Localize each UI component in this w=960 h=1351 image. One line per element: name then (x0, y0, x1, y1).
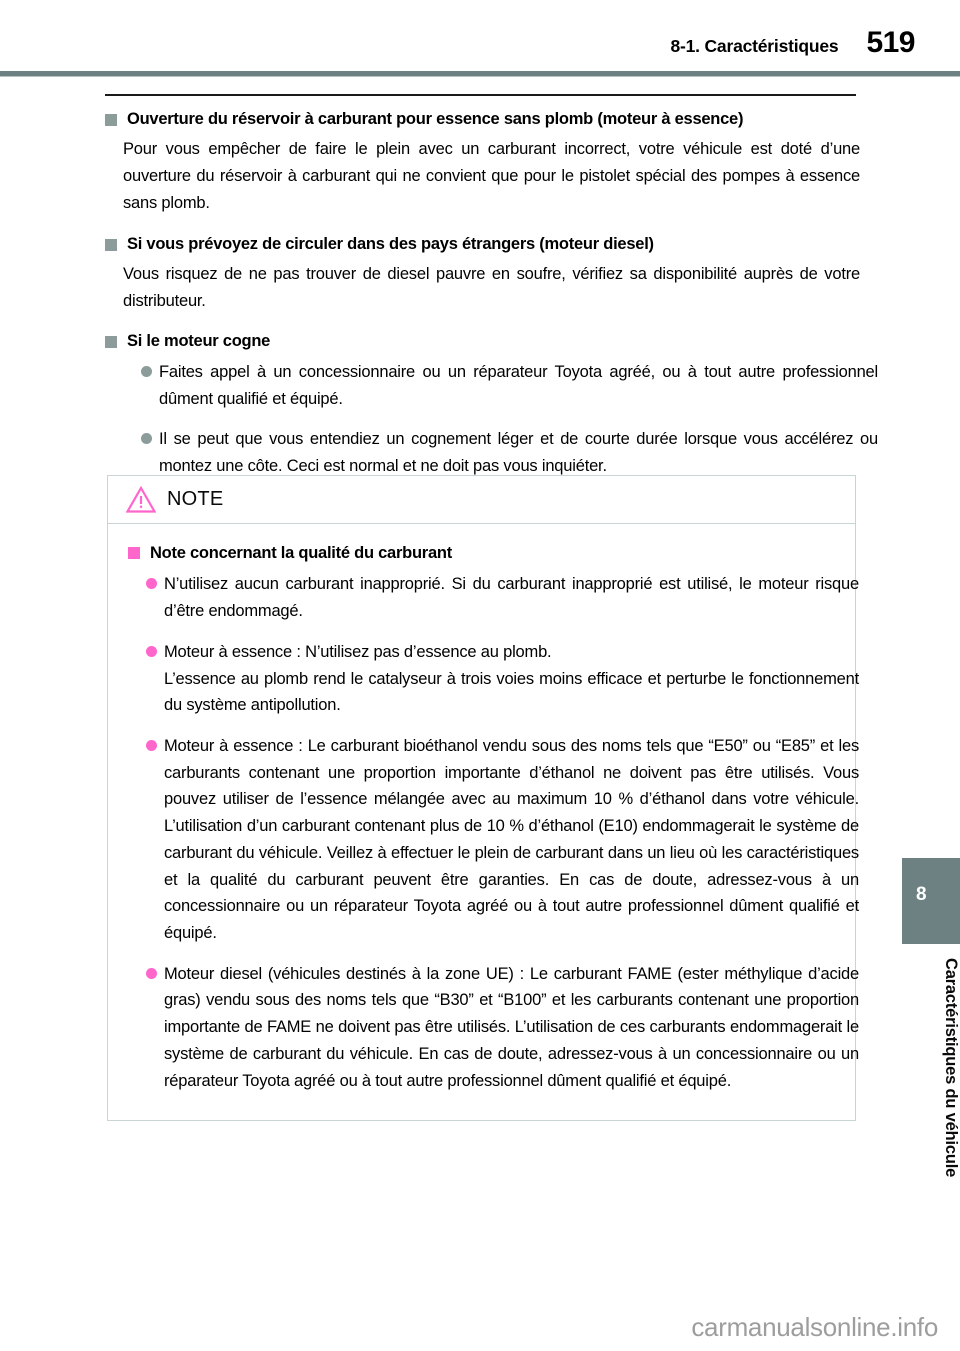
warning-triangle-icon (126, 486, 156, 513)
note-title: NOTE (167, 488, 224, 510)
square-bullet-icon (128, 547, 140, 559)
note-list-item (146, 571, 859, 624)
section-heading-engine-knock (105, 330, 860, 353)
section-heading-fuel-opening (105, 108, 860, 131)
heading-text: Note concernant la qualité du carburant (150, 544, 452, 562)
round-bullet-icon (146, 968, 157, 979)
heading-text: Ouverture du réservoir à carburant pour essence sans plomb (moteur à essence) (127, 110, 744, 128)
round-bullet-icon (146, 578, 157, 589)
page-header (0, 28, 960, 68)
chapter-tab (902, 858, 960, 944)
round-bullet-icon (141, 433, 152, 444)
round-bullet-icon (146, 740, 157, 751)
list-item-text: Faites appel à un concessionnaire ou un réparateur Toyota agréé, ou à tout autre professionnel dûment qualifié et équipé. (159, 362, 878, 408)
square-bullet-icon (105, 114, 117, 126)
section-heading-foreign-countries (105, 233, 860, 256)
note-list-item (146, 733, 859, 947)
note-list-item-text: N’utilisez aucun carburant inapproprié. Si du carburant inapproprié est utilisé, le moteur risque d’être endommagé. (164, 575, 859, 621)
chapter-number: 8 (916, 884, 927, 905)
note-list-item-text: Moteur à essence : Le carburant bioéthanol vendu sous des noms tels que “E50” ou “E85” et les carburants contenant une proportion importante d’éthanol ne doivent pas être utilisés. Vous pouvez utiliser de l’essence mélangée avec au maximum 10 % d’éthanol dans votre véhicule. L’utilisation d’un carburant contenant plus de 10 % d’éthanol (E10) endommagerait le système de carburant du véhicule. Veillez à effectuer le plein de carburant dans un lieu où les caractéristiques et la qualité du carburant peuvent être garanties. En cas de doute, adressez-vous à un concessionnaire ou un réparateur Toyota agréé ou à tout autre professionnel dûment qualifié et équipé. (164, 737, 859, 943)
note-box (107, 475, 859, 1121)
header-rule (0, 71, 960, 77)
note-list-item-text: Moteur à essence : N’utilisez pas d’essence au plomb. (164, 642, 552, 661)
header-section-title: 8-1. Caractéristiques (670, 36, 839, 56)
section-paragraph-foreign-countries: Vous risquez de ne pas trouver de diesel pauvre en soufre, vérifiez sa disponibilité auprès de votre distributeur. (123, 265, 860, 310)
note-list-item (146, 961, 859, 1095)
round-bullet-icon (146, 646, 157, 657)
heading-text: Si le moteur cogne (127, 332, 271, 351)
chapter-label: Caractéristiques du véhicule (942, 958, 960, 1178)
note-list-item (146, 639, 859, 719)
list-item (141, 359, 878, 412)
note-list-item-text: Moteur diesel (véhicules destinés à la zone UE) : Le carburant FAME (ester méthylique d’acide gras) vendu sous des noms tels que “B30” et “B100” et les carburants contenant une proportion importante de FAME ne doivent pas être utilisés. L’utilisation de ces carburants endommagerait le système de carburant du véhicule. En cas de doute, adressez-vous à un concessionnaire ou un réparateur Toyota agréé ou à tout autre professionnel dûment qualifié et équipé. (164, 964, 859, 1090)
square-bullet-icon (105, 239, 117, 251)
heading-text: Si vous prévoyez de circuler dans des pays étrangers (moteur diesel) (127, 234, 654, 253)
note-box-header (108, 476, 855, 524)
page-content (105, 108, 878, 494)
square-bullet-icon (105, 336, 117, 348)
title-rule (105, 94, 856, 96)
note-box-body (108, 524, 859, 1120)
section-paragraph-fuel-opening: Pour vous empêcher de faire le plein avec un carburant incorrect, votre véhicule est doté d’une ouverture du réservoir à carburant qui ne convient que pour le pistolet spécial des pompes à essence sans plomb. (123, 140, 860, 212)
note-list-item-subline: L’essence au plomb rend le catalyseur à trois voies moins efficace et perturbe le fonctionnement du système antipollution. (164, 669, 859, 715)
site-watermark: carmanualsonline.info (691, 1312, 938, 1342)
note-heading-fuel-quality (128, 542, 835, 565)
round-bullet-icon (141, 366, 152, 377)
list-item (141, 426, 878, 479)
page-number: 519 (866, 26, 915, 59)
list-item-text: Il se peut que vous entendiez un cognement léger et de courte durée lorsque vous accélérez ou montez une côte. Ceci est normal et ne doit pas vous inquiéter. (159, 430, 878, 476)
